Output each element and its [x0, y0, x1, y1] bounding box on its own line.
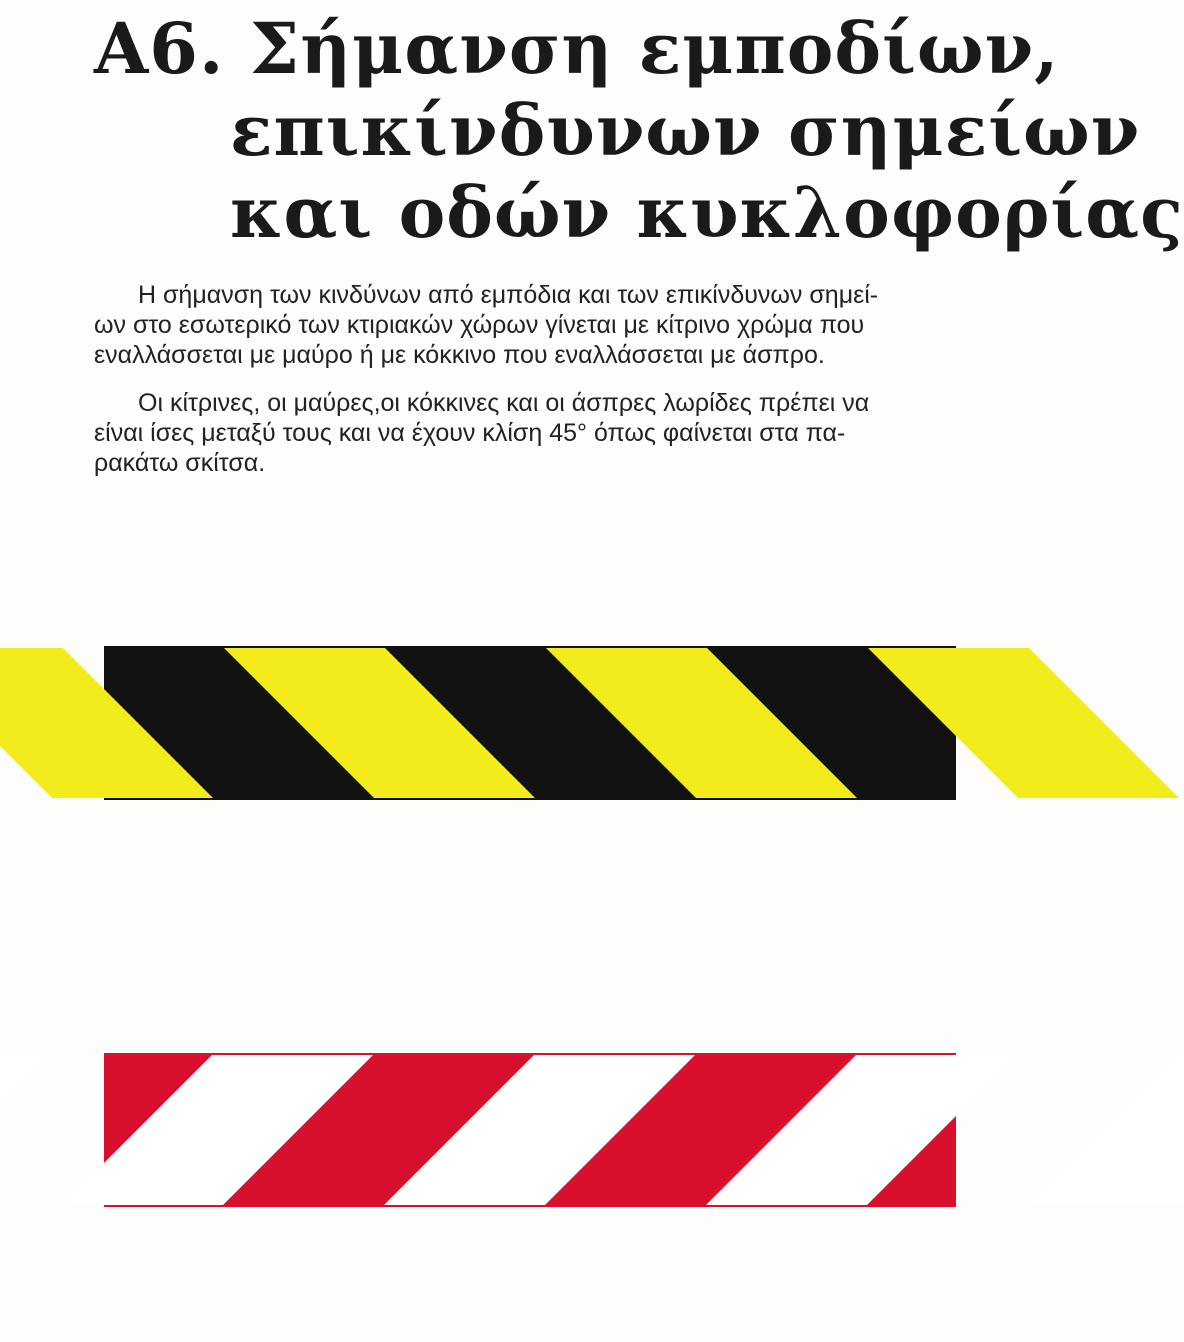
- paragraph-2-line-2: είναι ίσες μεταξύ τους και να έχουν κλίση 45° όπως φαίνεται στα πα-: [94, 419, 846, 447]
- title-line-3: και οδών κυκλοφορίας: [230, 171, 1184, 254]
- red-white-hazard-stripe: [104, 1053, 956, 1207]
- yellow-black-hazard-stripe: [104, 646, 956, 800]
- page-title: [94, 7, 1184, 254]
- paragraph-1-line-2: ων στο εσωτερικό των κτιριακών χώρων γίνεται με κίτρινο χρώμα που: [94, 311, 865, 339]
- paragraph-1: [94, 280, 974, 370]
- paragraph-2-line-3: ρακάτω σκίτσα.: [94, 449, 266, 477]
- hazard-stripe-band: [0, 1055, 51, 1205]
- paragraph-1-line-3: εναλλάσσεται με μαύρο ή με κόκκινο που εναλλάσσεται με άσπρο.: [94, 341, 825, 369]
- title-line-2: επικίνδυνων σημείων: [230, 89, 1141, 172]
- paragraph-1-line-1: Η σήμανση των κινδύνων από εμπόδια και των επικίνδυνων σημεί-: [138, 281, 879, 309]
- yellow-black-stripe-graphic: [106, 648, 954, 798]
- paragraph-2-line-1: Οι κίτρινες, οι μαύρες,οι κόκκινες και οι άσπρες λωρίδες πρέπει να: [138, 389, 870, 417]
- hazard-stripe-band: [1028, 1055, 1184, 1205]
- body-text: [94, 280, 974, 496]
- red-white-stripe-graphic: [106, 1055, 954, 1205]
- title-line-1: Α6. Σήμανση εμποδίων,: [94, 7, 1060, 90]
- paragraph-2: [94, 388, 974, 478]
